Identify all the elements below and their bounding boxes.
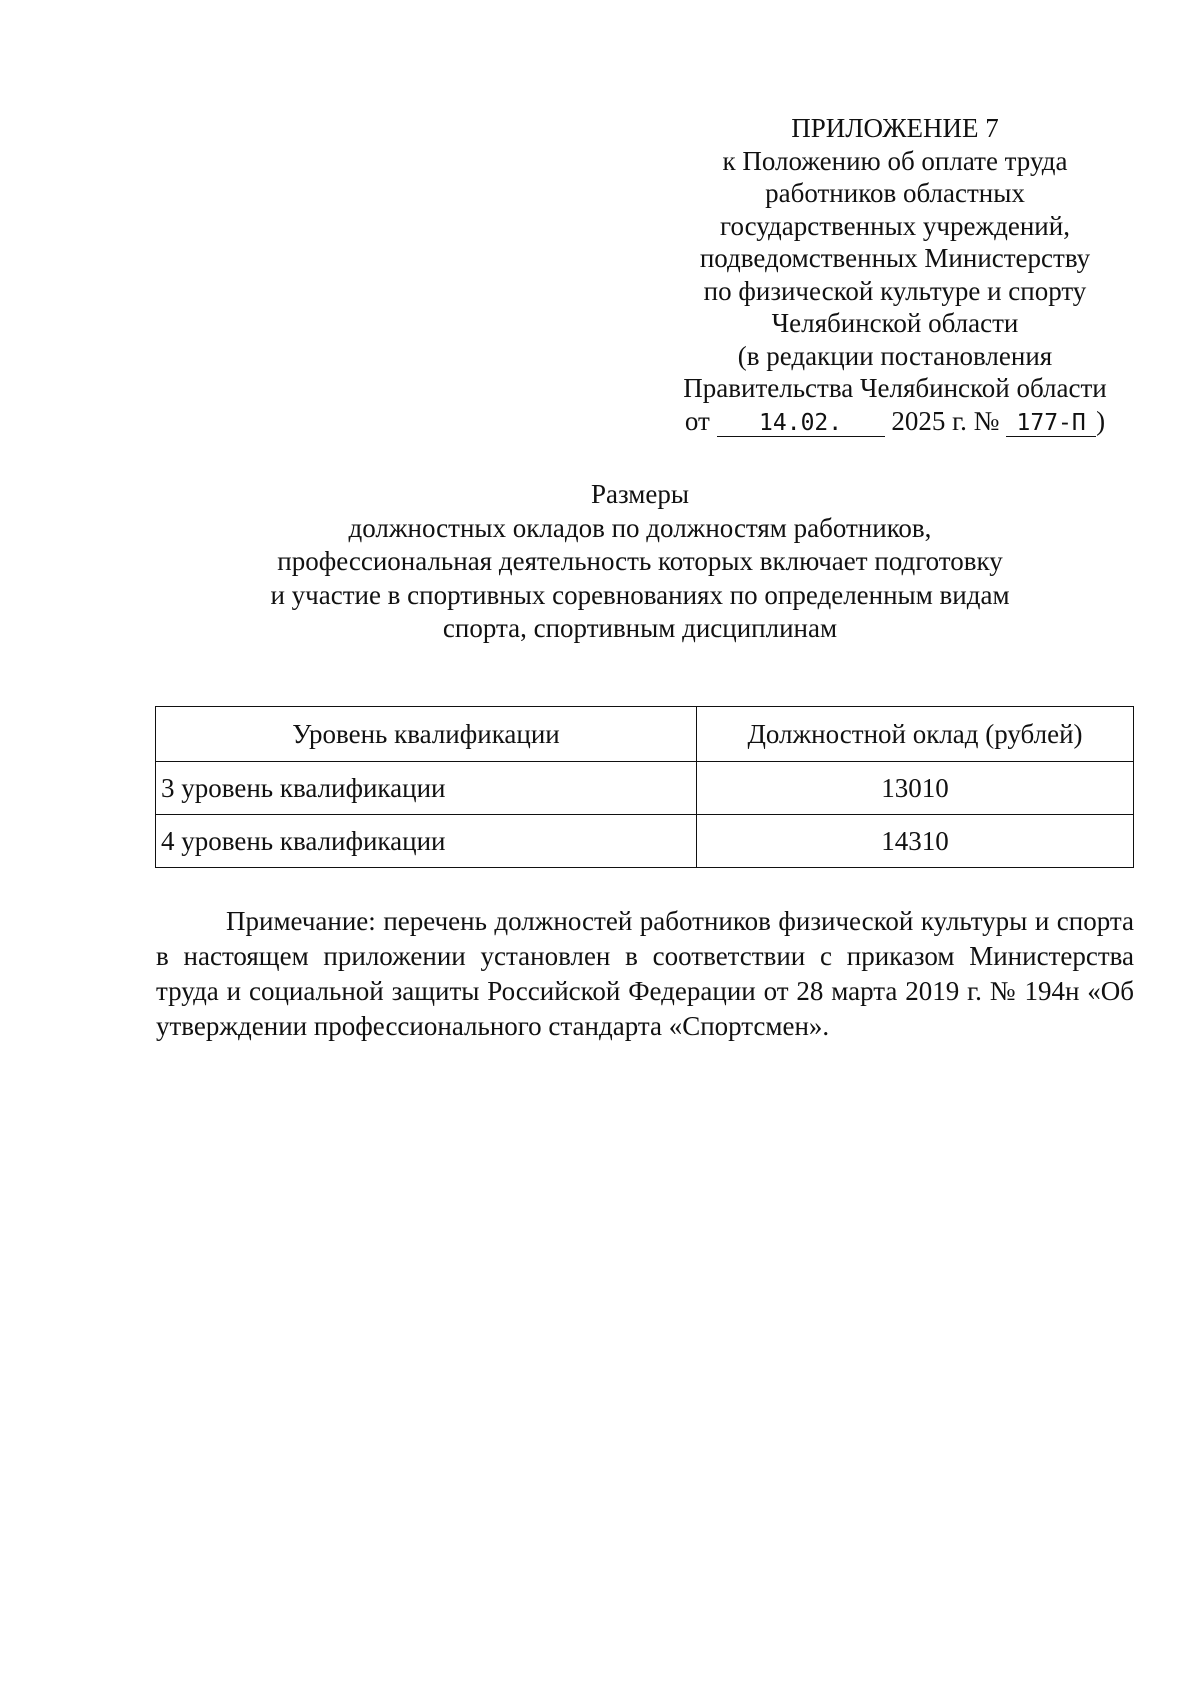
- note: [156, 904, 1134, 1044]
- appendix-header: [660, 112, 1130, 437]
- appendix-reference-line: Правительства Челябинской области: [683, 373, 1107, 403]
- appendix-title: ПРИЛОЖЕНИЕ 7: [791, 113, 999, 143]
- title-line: должностных окладов по должностям работников,: [348, 512, 932, 543]
- appendix-reference-line: работников областных: [765, 178, 1025, 208]
- salary-value: 13010: [697, 762, 1134, 815]
- appendix-reference-line: по физической культуре и спорту: [703, 275, 1087, 306]
- qualification-level: 4 уровень квалификации: [156, 815, 697, 868]
- title-line: и участие в спортивных соревнованиях по определенным видам: [270, 579, 1010, 610]
- resolution-date: 14.02.: [717, 410, 885, 437]
- appendix-reference-line: государственных учреждений,: [720, 210, 1070, 241]
- salary-table: [155, 706, 1134, 868]
- appendix-reference-line: (в редакции постановления: [737, 340, 1053, 371]
- resolution-number: 177-П: [1006, 410, 1096, 437]
- appendix-reference-line: к Положению об оплате труда: [722, 145, 1068, 176]
- appendix-reference-line: Челябинской области: [771, 308, 1019, 338]
- title-line: спорта, спортивным дисциплинам: [442, 613, 838, 643]
- salary-value: 14310: [697, 815, 1134, 868]
- table-row: [156, 762, 1134, 815]
- table-row: [156, 815, 1134, 868]
- closing-parenthesis: ): [1096, 405, 1106, 436]
- column-header-salary: Должностной оклад (рублей): [697, 707, 1134, 762]
- table-header-row: [156, 707, 1134, 762]
- title-line: Размеры: [591, 479, 689, 509]
- note-text: Примечание: перечень должностей работников физической культуры и спорта в настоящем приложении установлен в соответствии с приказом Министерства труда и социальной защиты Российской Федерации от 28 марта 2019 г. № 194н «Об утверждении профессионального стандарта «Спортсмен».: [156, 906, 1134, 1041]
- date-prefix: от: [684, 405, 710, 436]
- column-header-level: Уровень квалификации: [156, 707, 697, 762]
- appendix-reference-line: подведомственных Министерству: [699, 243, 1091, 273]
- resolution-date-line: [660, 405, 1130, 438]
- qualification-level: 3 уровень квалификации: [156, 762, 697, 815]
- title-line: профессиональная деятельность которых включает подготовку: [277, 546, 1003, 576]
- year-text: 2025 г. №: [891, 405, 1000, 436]
- document-title: [150, 478, 1130, 646]
